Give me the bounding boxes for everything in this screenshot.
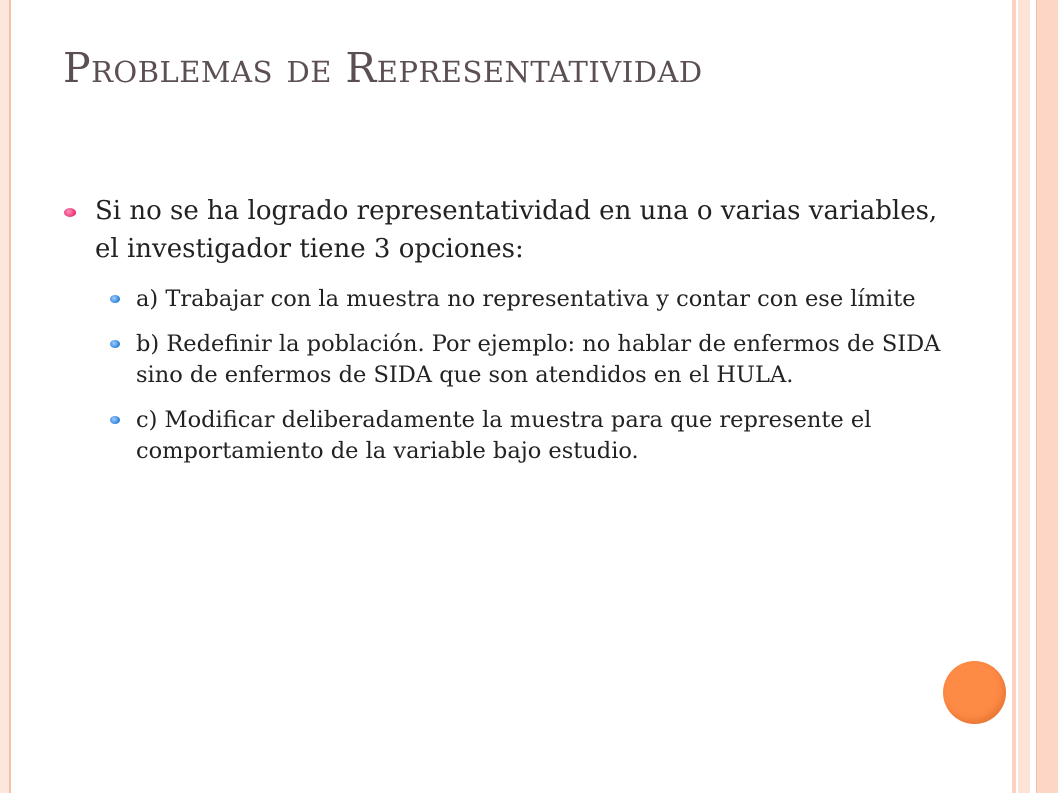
sub-bullet-item (102, 329, 962, 391)
blue-bullet-icon (110, 295, 120, 303)
blue-bullet-icon (110, 416, 120, 424)
slide-title: Problemas de Representatividad (63, 44, 703, 92)
blue-bullet-icon (110, 340, 120, 348)
pink-bullet-icon (64, 208, 76, 217)
right-stripe-decoration (1018, 0, 1030, 793)
sub-bullet-text: c) Modificar deliberadamente la muestra para que represente el comportamiento de la variable bajo estudio. (136, 407, 872, 464)
left-border-decoration (0, 0, 11, 793)
bullet-text: Si no se ha logrado representatividad en una o varias variables, el investigador tiene 3 opciones: (95, 196, 938, 264)
bullet-item (62, 192, 962, 268)
orange-circle-decoration (943, 661, 1006, 724)
sub-bullet-item (102, 405, 962, 467)
sub-bullet-text: b) Redefinir la población. Por ejemplo: no hablar de enfermos de SIDA sino de enfermos de SIDA que son atendidos en el HULA. (136, 331, 941, 388)
sub-bullet-list (102, 284, 962, 467)
right-stripe-decoration (1036, 0, 1058, 793)
slide-content (62, 192, 962, 481)
sub-bullet-text: a) Trabajar con la muestra no representativa y contar con ese límite (136, 286, 916, 312)
sub-bullet-item (102, 284, 962, 315)
